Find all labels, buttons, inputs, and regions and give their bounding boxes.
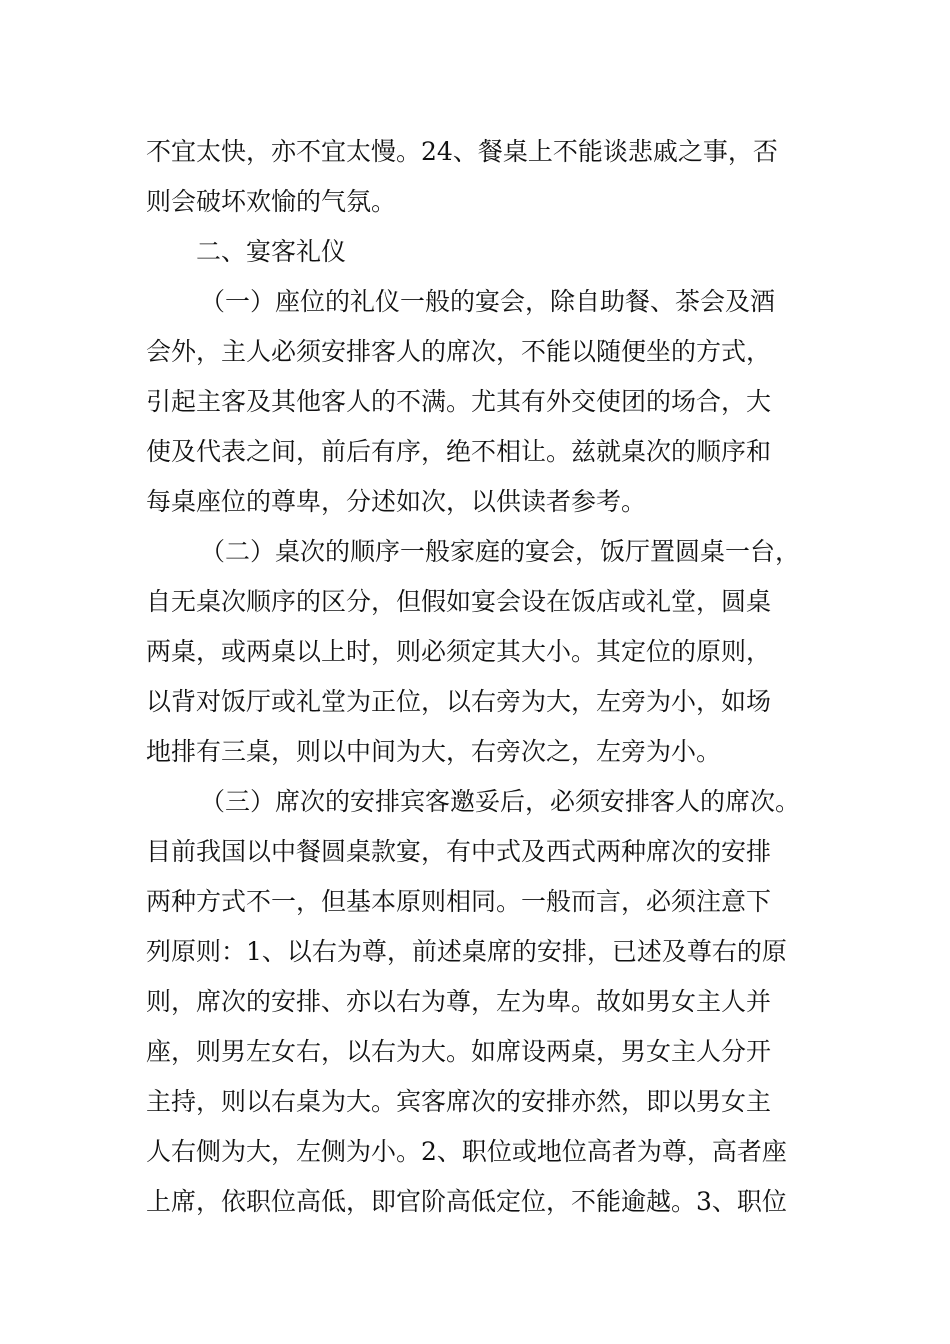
text-line: （二）桌次的顺序一般家庭的宴会，饭厅置圆桌一台， [200,537,801,566]
text-line: 座，则男左女右，以右为大。如席设两桌，男女主人分开 [146,1037,772,1066]
text-line: （三）席次的安排宾客邀妥后，必须安排客人的席次。 [200,787,801,816]
text-line: 上席，依职位高低，即官阶高低定位，不能逾越。3、职位 [146,1187,787,1216]
text-line: 自无桌次顺序的区分，但假如宴会设在饭店或礼堂，圆桌 [146,587,772,616]
text-line: 主持，则以右桌为大。宾客席次的安排亦然，即以男女主 [146,1087,772,1116]
text-line: 引起主客及其他客人的不满。尤其有外交使团的场合，大 [146,387,772,416]
text-line: 目前我国以中餐圆桌款宴，有中式及西式两种席次的安排 [146,837,772,866]
text-line: 则，席次的安排、亦以右为尊，左为卑。故如男女主人并 [146,987,772,1016]
text-line: 不宜太快，亦不宜太慢。24、餐桌上不能谈悲戚之事，否 [146,137,778,166]
text-line: （一）座位的礼仪一般的宴会，除自助餐、茶会及酒 [200,287,776,316]
text-line: 每桌座位的尊卑，分述如次，以供读者参考。 [146,487,647,516]
text-line: 以背对饭厅或礼堂为正位，以右旁为大，左旁为小，如场 [146,687,772,716]
text-line: 会外，主人必须安排客人的席次，不能以随便坐的方式， [146,337,772,366]
text-line: 列原则：1、以右为尊，前述桌席的安排，已述及尊右的原 [146,937,787,966]
text-line: 使及代表之间，前后有序，绝不相让。兹就桌次的顺序和 [146,437,772,466]
text-line: 两种方式不一，但基本原则相同。一般而言，必须注意下 [146,887,772,916]
text-line: 两桌，或两桌以上时，则必须定其大小。其定位的原则， [146,637,772,666]
text-line: 人右侧为大，左侧为小。2、职位或地位高者为尊，高者座 [146,1137,787,1166]
section-heading: 二、宴客礼仪 [196,237,347,266]
text-line: 地排有三桌，则以中间为大，右旁次之，左旁为小。 [146,737,722,766]
text-line: 则会破坏欢愉的气氛。 [146,187,397,216]
